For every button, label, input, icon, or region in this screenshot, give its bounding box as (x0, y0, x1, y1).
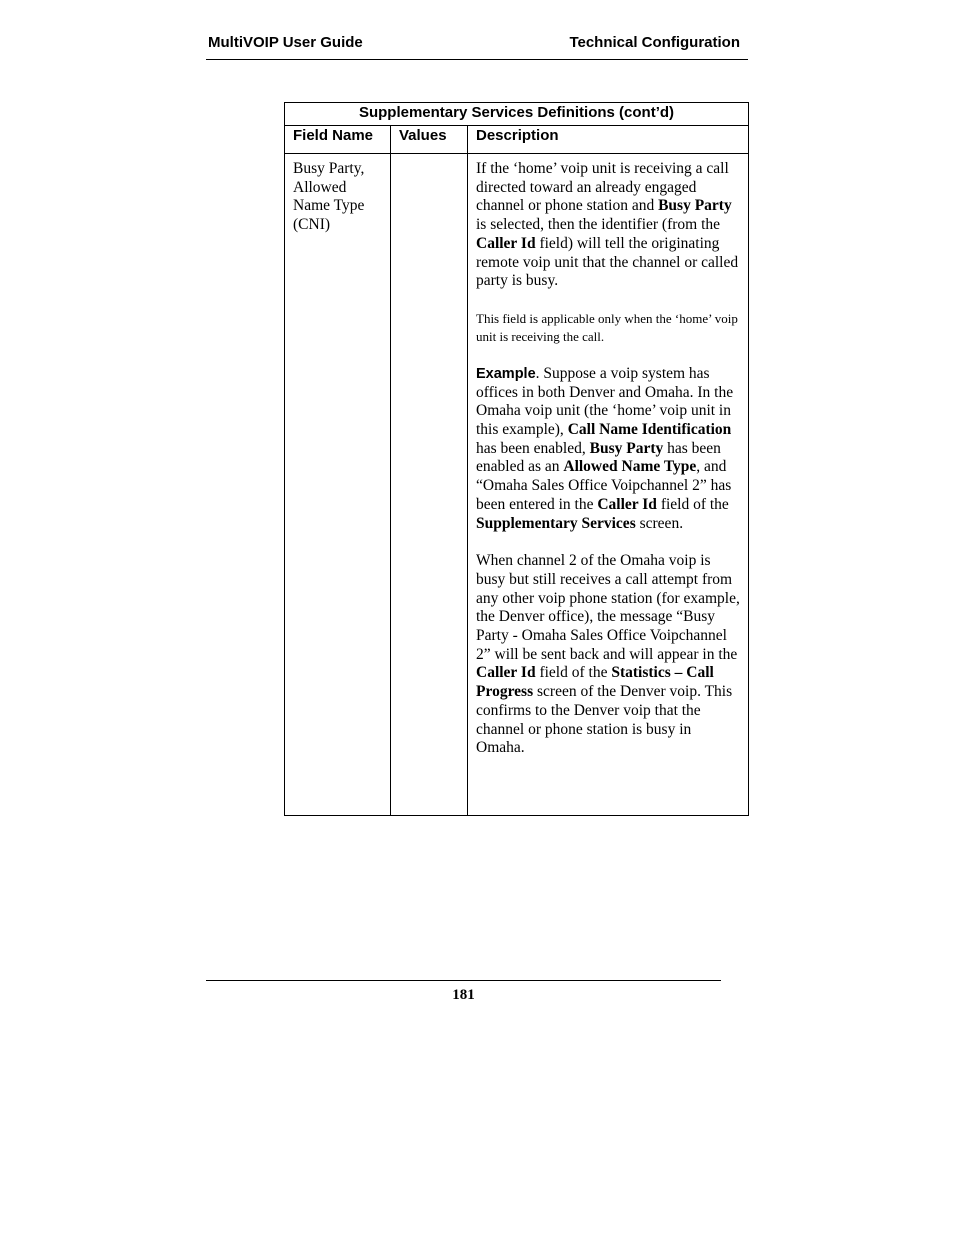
example-paragraph: Example. Suppose a voip system has offices in both Denver and Omaha. In the Omaha voip unit (the ‘home’ voip unit in this example), Call Name Identification has been enabled, Busy Party has been enabled as an Allowed Name Type, and “Omaha Sales Office Voipchannel 2” has been entered in the Caller Id field of the Supplementary Services screen. (476, 364, 734, 532)
term-statistics-call-progress: Statistics – Call Progress (476, 664, 714, 701)
term-busy-party: Busy Party (589, 439, 664, 457)
table-row (285, 154, 749, 816)
term-caller-id: Caller Id (597, 495, 657, 513)
applicability-note: This field is applicable only when the ‘home’ voip unit is receiving the call. (476, 310, 738, 344)
page-number: 181 (452, 987, 475, 1003)
description-cell (468, 154, 749, 816)
table-caption: Supplementary Services Definitions (cont’d) (285, 103, 749, 126)
header-section: Technical Configuration (569, 34, 740, 51)
term-supplementary-services: Supplementary Services (476, 514, 636, 532)
header-title: MultiVOIP User Guide (208, 34, 363, 51)
values-cell (391, 154, 468, 816)
field-name-line: Allowed (293, 178, 347, 196)
term-allowed-name-type: Allowed Name Type (563, 458, 697, 476)
page-header (206, 33, 748, 60)
definitions-table (284, 102, 749, 816)
term-call-name-identification: Call Name Identification (567, 421, 732, 439)
column-header-description: Description (468, 126, 749, 154)
description-paragraph-1: If the ‘home’ voip unit is receiving a call directed toward an already engaged channel or phone station and Busy Party is selected, then the identifier (from the Caller Id field) will tell the originating remote voip unit that the channel or called party is busy. (476, 160, 739, 290)
description-paragraph-3: When channel 2 of the Omaha voip is busy but still receives a call attempt from any other voip phone station (for example, the Denver office), the message “Busy Party - Omaha Sales Office Voipchannel 2” will be sent back and will appear in the Caller Id field of the Statistics – Call Progress screen of the Denver voip. This confirms to the Denver voip that the channel or phone station is busy in Omaha. (476, 552, 740, 757)
footer-rule (206, 980, 721, 981)
example-label: Example (476, 365, 536, 382)
term-caller-id: Caller Id (476, 234, 536, 252)
column-header-field-name: Field Name (285, 126, 391, 154)
term-busy-party: Busy Party (658, 197, 732, 215)
field-name-line: (CNI) (293, 216, 331, 234)
column-header-values: Values (391, 126, 468, 154)
field-name-cell (285, 154, 391, 816)
field-name-line: Name Type (293, 197, 365, 215)
term-caller-id: Caller Id (476, 664, 536, 682)
field-name-line: Busy Party, (293, 160, 365, 177)
